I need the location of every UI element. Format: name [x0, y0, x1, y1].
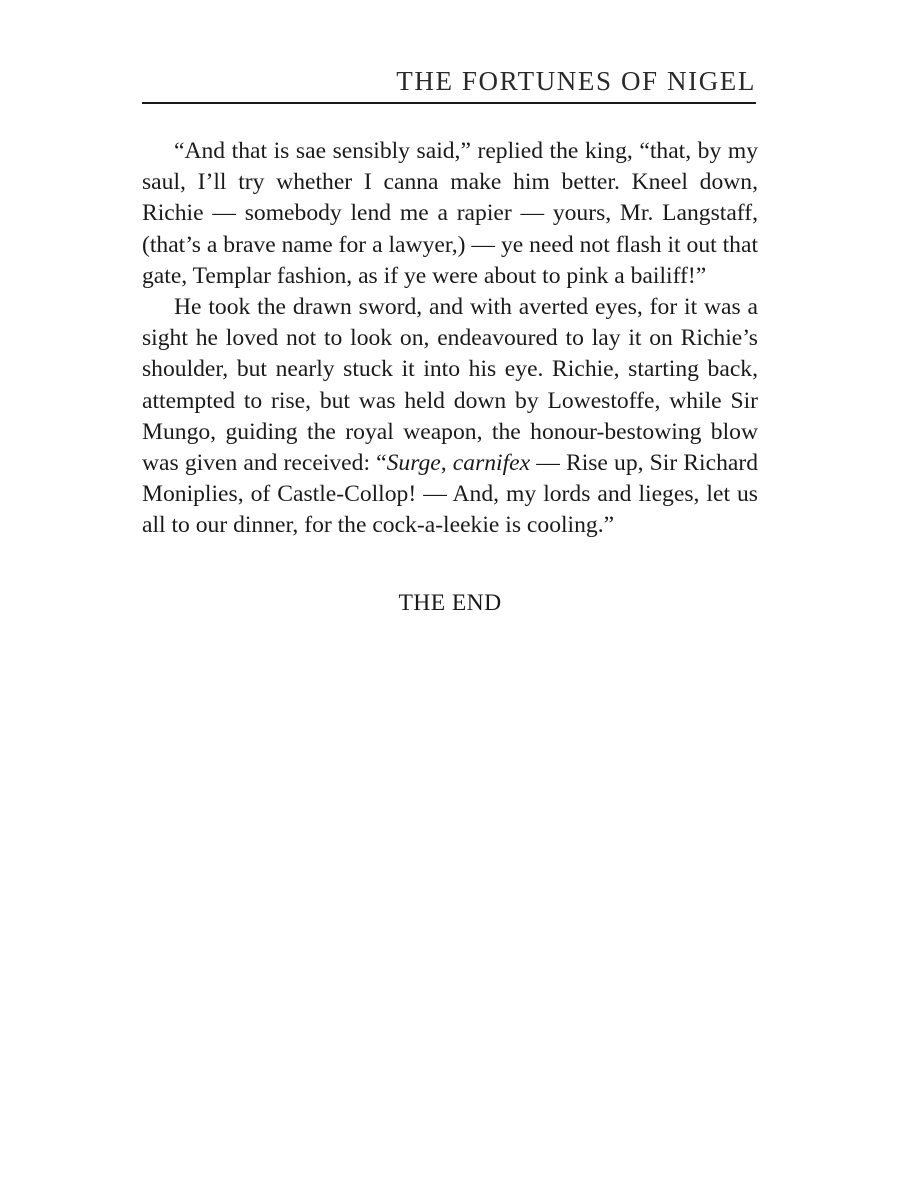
page-body	[142, 136, 758, 542]
paragraph-2	[142, 292, 758, 542]
paragraph-1-text: “And that is sae sensibly said,” replied the king, “that, by my saul, I’ll try whether I canna make him better. Kneel down, Richie — somebody lend me a rapier — yours, Mr. Langstaff, (that’s a brave name for a lawyer,) — ye need not flash it out that gate, Templar fashion, as if ye were about to pink a bailiff!”	[142, 138, 758, 289]
paragraph-1	[142, 136, 758, 292]
running-head	[142, 64, 756, 104]
paragraph-2-text-after: — Rise up, Sir Richard Moniplies, of Castle-Collop! — And, my lords and lieges, let us all to our dinner, for the cock-a-leekie is cooling.”	[142, 450, 758, 539]
paragraph-2-latin-phrase: Surge, carnifex	[386, 450, 531, 477]
book-title: THE FORTUNES OF NIGEL	[396, 66, 756, 96]
the-end-label: THE END	[398, 590, 502, 616]
paragraph-2-text-before: He took the drawn sword, and with averted eyes, for it was a sight he loved not to look on, endeavoured to lay it on Richie’s shoulder, but nearly stuck it into his eye. Richie, starting back, attempted to rise, but was held down by Lowestoffe, while Sir Mungo, guiding the royal weapon, the honour-bestowing blow was given and received: “	[142, 294, 758, 477]
